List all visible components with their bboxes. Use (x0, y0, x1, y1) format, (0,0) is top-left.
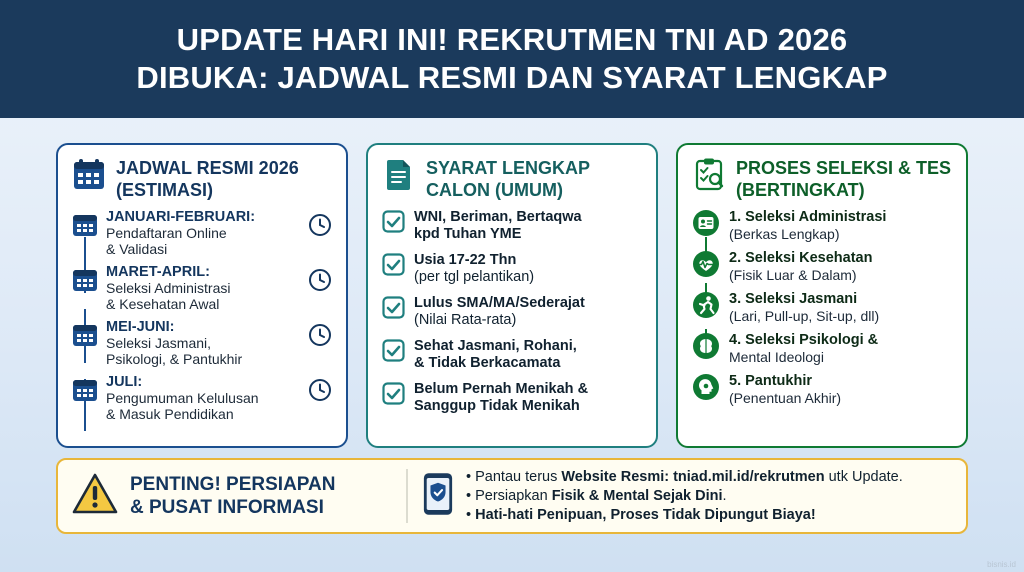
header-banner (0, 0, 1024, 118)
footer-bullet: • Persiapkan Fisik & Mental Sejak Dini. (466, 487, 727, 504)
requirement-item-text (414, 209, 582, 243)
process-item-text (729, 250, 872, 284)
columns-container (56, 143, 968, 448)
requirement-sub: & Tidak Berkacamata (414, 355, 561, 371)
checkbox-icon (382, 296, 405, 319)
footer-bullet-bold: Fisik & Mental Sejak Dini (551, 487, 723, 504)
header-title-line1: UPDATE HARI INI! REKRUTMEN TNI AD 2026 (176, 22, 848, 57)
process-item-text (729, 291, 879, 325)
process-detail: (Fisik Luar & Dalam) (729, 267, 857, 283)
clock-icon (308, 323, 332, 347)
footer-bullet: • Hati-hati Penipuan, Proses Tidak Dipungut Biaya! (466, 506, 816, 523)
schedule-list (72, 209, 332, 422)
process-item-text (729, 332, 878, 366)
calendar-icon (72, 321, 98, 347)
requirements-card-title (426, 157, 590, 201)
calendar-icon (72, 376, 98, 402)
clock-icon (308, 378, 332, 402)
footer-bullet: • Pantau terus Website Resmi: tniad.mil.id/rekrutmen utk Update. (466, 468, 903, 485)
schedule-item-detail: Pendaftaran Online (106, 225, 227, 241)
process-item-text (729, 209, 886, 243)
schedule-title-line1: JADWAL RESMI 2026 (116, 158, 299, 178)
calendar-icon (72, 157, 106, 191)
process-item[interactable] (692, 209, 952, 243)
schedule-card-title (116, 157, 299, 201)
requirement-item-text (414, 295, 585, 329)
schedule-item[interactable] (72, 264, 332, 312)
requirement-main: Usia 17-22 Thn (414, 252, 517, 268)
process-item[interactable] (692, 332, 952, 366)
clock-icon (308, 213, 332, 237)
footer-bullet-bold: Website Resmi: tniad.mil.id/rekrutmen (561, 468, 825, 485)
requirement-item[interactable] (382, 338, 642, 372)
process-detail: (Berkas Lengkap) (729, 226, 840, 242)
schedule-item-text (106, 264, 300, 312)
schedule-item-detail: Pengumuman Kelulusan (106, 390, 259, 406)
process-list (692, 209, 952, 407)
schedule-item[interactable] (72, 374, 332, 422)
process-card-header (692, 157, 952, 201)
footer-divider (406, 469, 408, 523)
footer-bullet-prefix: Pantau terus (475, 468, 562, 485)
requirements-card (366, 143, 658, 448)
clipboard-search-icon (692, 157, 726, 191)
brain-icon (692, 332, 720, 360)
schedule-item[interactable] (72, 319, 332, 367)
schedule-title-line2: (ESTIMASI) (116, 180, 213, 200)
process-detail: Mental Ideologi (729, 349, 824, 365)
process-step: 1. Seleksi Administrasi (729, 209, 887, 225)
footer-bullet-bold: Hati-hati Penipuan, Proses Tidak Dipungut Biaya! (475, 506, 816, 523)
process-detail: (Lari, Pull-up, Sit-up, dll) (729, 308, 880, 324)
head-gear-icon (692, 373, 720, 401)
requirement-item-text (414, 381, 588, 415)
schedule-card-header (72, 157, 332, 201)
running-icon (692, 291, 720, 319)
footer-right (422, 468, 952, 525)
process-step: 4. Seleksi Psikologi & (729, 332, 879, 348)
requirement-sub: Sanggup Tidak Menikah (414, 398, 580, 414)
requirement-main: WNI, Beriman, Bertaqwa (414, 209, 582, 225)
footer-title (130, 473, 336, 519)
footer-info-box (56, 458, 968, 534)
process-item-text (729, 373, 841, 407)
requirement-main: Sehat Jasmani, Rohani, (414, 338, 577, 354)
process-step: 2. Seleksi Kesehatan (729, 250, 873, 266)
schedule-item-text (106, 209, 300, 257)
schedule-item-period: JULI: (106, 374, 143, 390)
process-step: 5. Pantukhir (729, 373, 812, 389)
schedule-item-detail2: & Masuk Pendidikan (106, 406, 234, 422)
process-card (676, 143, 968, 448)
clock-icon (308, 268, 332, 292)
schedule-item-detail2: & Kesehatan Awal (106, 296, 220, 312)
requirement-item[interactable] (382, 252, 642, 286)
schedule-item-period: MARET-APRIL: (106, 264, 210, 280)
footer-title-line2: & PUSAT INFORMASI (130, 497, 324, 518)
footer-left (72, 473, 402, 520)
requirements-card-header (382, 157, 642, 201)
id-card-icon (692, 209, 720, 237)
process-item[interactable] (692, 250, 952, 284)
schedule-card (56, 143, 348, 448)
requirement-item-text (414, 252, 534, 286)
footer-bullet-suffix: utk Update. (824, 468, 903, 485)
requirement-sub: (per tgl pelantikan) (414, 269, 535, 285)
process-step: 3. Seleksi Jasmani (729, 291, 858, 307)
header-title-line2: DIBUKA: JADWAL RESMI DAN SYARAT LENGKAP (136, 60, 888, 95)
calendar-icon (72, 266, 98, 292)
footer-title-line1: PENTING! PERSIAPAN (130, 474, 336, 495)
schedule-item-text (106, 319, 300, 367)
calendar-icon (72, 211, 98, 237)
schedule-item-text (106, 374, 300, 422)
phone-shield-icon (422, 471, 454, 522)
requirement-item-text (414, 338, 577, 372)
footer-bullets (466, 468, 903, 525)
schedule-item-detail: Seleksi Jasmani, (106, 335, 212, 351)
requirements-title-line1: SYARAT LENGKAP (426, 158, 591, 178)
requirement-item[interactable] (382, 209, 642, 243)
process-title-line1: PROSES SELEKSI & TES (736, 158, 952, 178)
schedule-item[interactable] (72, 209, 332, 257)
checkbox-icon (382, 339, 405, 362)
requirement-main: Belum Pernah Menikah & (414, 381, 589, 397)
requirement-item[interactable] (382, 295, 642, 329)
schedule-item-period: MEI-JUNI: (106, 319, 175, 335)
process-detail: (Penentuan Akhir) (729, 390, 842, 406)
heartbeat-icon (692, 250, 720, 278)
requirement-main: Lulus SMA/MA/Sederajat (414, 295, 585, 311)
process-item[interactable] (692, 373, 952, 407)
footer-bullet-prefix: Persiapkan (475, 487, 552, 504)
schedule-item-detail2: Psikologi, & Pantukhir (106, 351, 243, 367)
requirements-list (382, 209, 642, 415)
requirement-item[interactable] (382, 381, 642, 415)
schedule-item-detail: Seleksi Administrasi (106, 280, 231, 296)
checkbox-icon (382, 253, 405, 276)
schedule-item-detail2: & Validasi (106, 241, 168, 257)
requirement-sub: kpd Tuhan YME (414, 226, 522, 242)
requirements-title-line2: CALON (UMUM) (426, 180, 563, 200)
schedule-item-period: JANUARI-FEBRUARI: (106, 209, 256, 225)
checkbox-icon (382, 382, 405, 405)
document-icon (382, 157, 416, 191)
process-card-title (736, 157, 951, 201)
checkbox-icon (382, 210, 405, 233)
process-item[interactable] (692, 291, 952, 325)
watermark: bisnis.id (987, 560, 1016, 569)
requirement-sub: (Nilai Rata-rata) (414, 312, 517, 328)
process-title-line2: (BERTINGKAT) (736, 180, 865, 200)
footer-bullet-suffix: . (722, 487, 727, 504)
warning-icon (72, 473, 118, 520)
